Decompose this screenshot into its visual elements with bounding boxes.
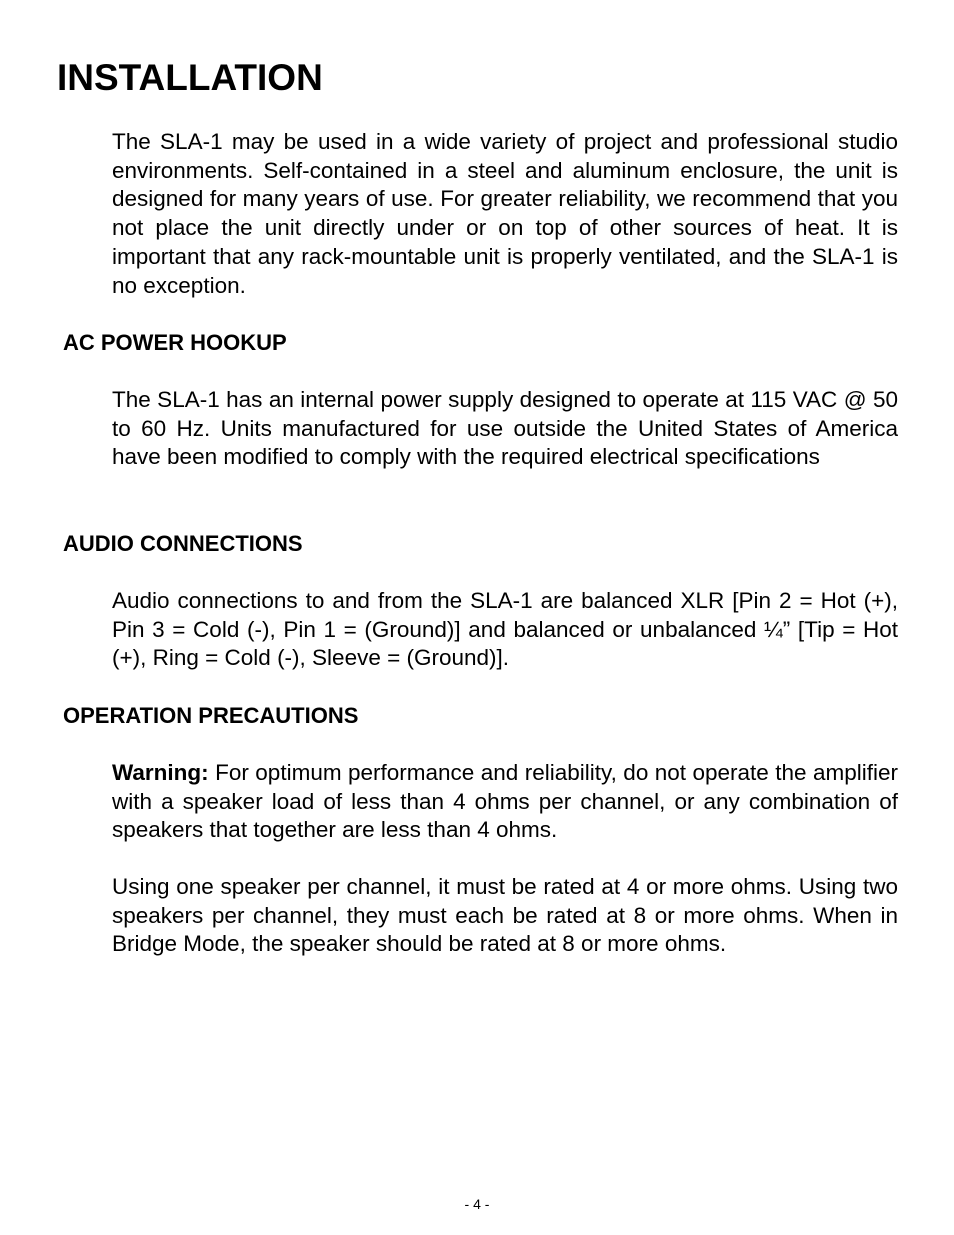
section-heading-operation-precautions: OPERATION PRECAUTIONS [63,703,359,728]
intro-paragraph: The SLA-1 may be used in a wide variety of project and professional studio environments. Self-contained in a steel and aluminum enclosure, the unit is designed for many years of use. For greater reliability, we recommend that you not place the unit directly under or on top of other sources of heat. It is important that any rack-mountable unit is properly ventilated, and the SLA-1 is no exception. [112,129,898,298]
warning-label: Warning: [112,760,209,785]
audio-connections-paragraph: Audio connections to and from the SLA-1 are balanced XLR [Pin 2 = Hot (+), Pin 3 = Cold (-), Pin 1 = (Ground)] and balanced or unbalanced ¼” [Tip = Hot (+), Ring = Cold (-), Sleeve = (Ground)]. [112,588,898,671]
section-heading-audio-connections: AUDIO CONNECTIONS [63,531,303,556]
speaker-rating-paragraph: Using one speaker per channel, it must be rated at 4 or more ohms. Using two speakers per channel, they must each be rated at 8 or more ohms. When in Bridge Mode, the speaker should be rated at 8 or more ohms. [112,874,898,957]
section-heading-ac-power: AC POWER HOOKUP [63,330,287,355]
page-number: - 4 - [464,1196,490,1212]
warning-text: For optimum performance and reliability, do not operate the amplifier with a speaker load of less than 4 ohms per channel, or any combination of speakers that together are less than 4 ohms. [112,760,898,843]
page-title: INSTALLATION [57,57,323,98]
warning-paragraph [112,759,898,845]
ac-power-paragraph: The SLA-1 has an internal power supply designed to operate at 115 VAC @ 50 to 60 Hz. Units manufactured for use outside the United States of America have been modified to comply with the required electrical specifications [112,387,898,470]
